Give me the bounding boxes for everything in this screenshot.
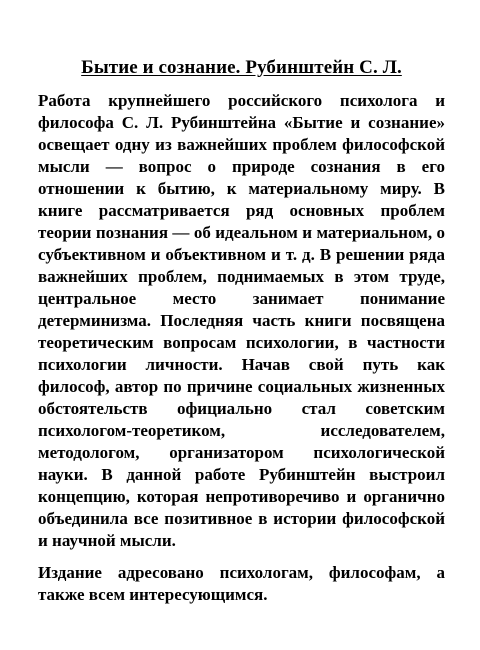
document-title: Бытие и сознание. Рубинштейн С. Л. — [81, 57, 402, 78]
audience-paragraph: Издание адресовано психологам, философам, а также всем интересующимся. — [38, 563, 445, 604]
description-paragraph: Работа крупнейшего российского психолога и философа С. Л. Рубинштейна «Бытие и сознание» освещает одну из важнейших проблем философской мысли — вопрос о природе сознания в его отношении к бытию, к материальному миру. В книге рассматривается ряд основных проблем теории познания — об идеальном и материальном, о субъективном и объективном и т. д. В решении ряда важнейших проблем, поднимаемых в этом труде, центральное место занимает понимание детерминизма. Последняя часть книги посвящена теоретическим вопросам психологии, в частности психологии личности. Начав свой путь как философ, автор по причине социальных жизненных обстоятельств официально стал советским психологом-теоретиком, исследователем, методологом, организатором психологической науки. В данной работе Рубинштейн выстроил концепцию, которая непротиворечиво и органично объединила все позитивное в истории философской и научной мысли. — [38, 91, 445, 550]
